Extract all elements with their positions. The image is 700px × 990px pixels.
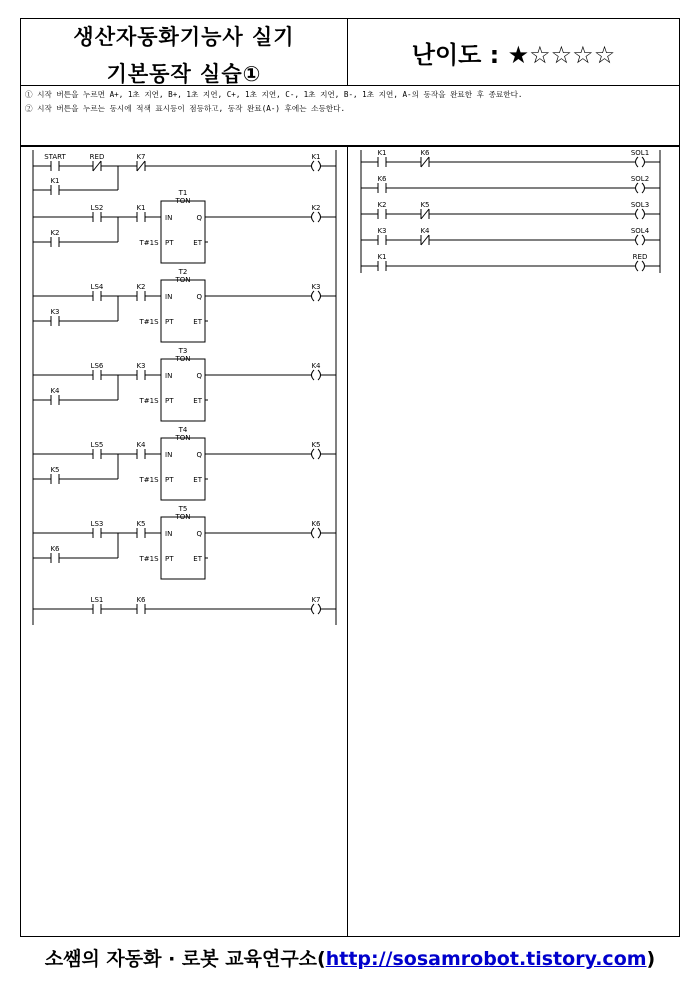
coil-label: K5 [311, 441, 321, 449]
contact-label: RED [89, 153, 105, 161]
contact-slash [93, 161, 101, 171]
coil-arc [318, 449, 321, 459]
contact-label: START [44, 153, 66, 161]
timer-preset: T#1S [139, 318, 159, 326]
timer-block [161, 359, 205, 421]
coil-label: K2 [311, 204, 321, 212]
contact-label: K5 [50, 466, 60, 474]
timer-preset: T#1S [139, 476, 159, 484]
contact-label: K6 [50, 545, 60, 553]
timer-preset: T#1S [139, 397, 159, 405]
timer-type: TON [175, 434, 191, 442]
contact-label: K1 [377, 253, 387, 261]
footer-text: 소쌤의 자동화 · 로봇 교육연구소( [44, 948, 326, 970]
contact-slash [421, 157, 429, 167]
coil-label: K4 [311, 362, 321, 370]
timer-name: T4 [178, 426, 188, 434]
contact-label: K1 [377, 149, 387, 157]
timer-block [161, 517, 205, 579]
footer [0, 944, 700, 971]
coil-arc [318, 291, 321, 301]
coil-arc [312, 212, 315, 222]
timer-q-label: Q [196, 372, 202, 380]
coil-arc [318, 212, 321, 222]
contact-label: K6 [377, 175, 387, 183]
timer-et-label: ET [193, 476, 202, 484]
title-line-2: 기본동작 실습① [106, 62, 262, 86]
coil-arc [636, 261, 639, 271]
timer-q-label: Q [196, 451, 202, 459]
contact-label: K3 [136, 362, 146, 370]
timer-et-label: ET [193, 555, 202, 563]
coil-arc [642, 183, 645, 193]
coil-label: RED [632, 253, 648, 261]
coil-label: K6 [311, 520, 321, 528]
contact-label: K2 [377, 201, 387, 209]
timer-name: T3 [178, 347, 188, 355]
timer-pt-label: PT [165, 476, 174, 484]
contact-slash [421, 235, 429, 245]
coil-label: SOL4 [630, 227, 650, 235]
difficulty-rating: 난이도 : ★☆☆☆☆ [411, 40, 616, 69]
contact-label: K1 [136, 204, 146, 212]
footer-close: ) [646, 948, 656, 970]
contact-slash [421, 209, 429, 219]
coil-label: K3 [311, 283, 321, 291]
coil-arc [312, 449, 315, 459]
timer-type: TON [175, 513, 191, 521]
coil-arc [636, 209, 639, 219]
contact-label: K2 [136, 283, 146, 291]
coil-arc [318, 161, 321, 171]
coil-arc [318, 528, 321, 538]
timer-block [161, 201, 205, 263]
coil-label: SOL2 [630, 175, 650, 183]
coil-arc [636, 183, 639, 193]
timer-in-label: IN [165, 451, 173, 459]
contact-label: K1 [50, 177, 60, 185]
timer-block [161, 438, 205, 500]
contact-label: K6 [136, 596, 146, 604]
coil-arc [312, 161, 315, 171]
coil-label: K7 [311, 596, 321, 604]
coil-arc [636, 235, 639, 245]
timer-type: TON [175, 276, 191, 284]
contact-label: K2 [50, 229, 60, 237]
contact-label: K7 [136, 153, 146, 161]
timer-block [161, 280, 205, 342]
coil-arc [636, 157, 639, 167]
timer-et-label: ET [193, 239, 202, 247]
coil-arc [642, 235, 645, 245]
timer-q-label: Q [196, 293, 202, 301]
timer-type: TON [175, 197, 191, 205]
timer-name: T1 [178, 189, 188, 197]
coil-arc [312, 291, 315, 301]
timer-in-label: IN [165, 530, 173, 538]
contact-label: K4 [136, 441, 146, 449]
coil-label: SOL3 [630, 201, 650, 209]
contact-label: K6 [420, 149, 430, 157]
coil-label: SOL1 [630, 149, 650, 157]
contact-label: K4 [420, 227, 430, 235]
contact-label: K3 [377, 227, 387, 235]
contact-label: K3 [50, 308, 60, 316]
timer-q-label: Q [196, 530, 202, 538]
timer-in-label: IN [165, 214, 173, 222]
timer-pt-label: PT [165, 239, 174, 247]
coil-label: K1 [311, 153, 321, 161]
contact-slash [137, 161, 145, 171]
coil-arc [642, 261, 645, 271]
timer-preset: T#1S [139, 239, 159, 247]
contact-label: LS5 [90, 441, 104, 449]
timer-preset: T#1S [139, 555, 159, 563]
coil-arc [312, 528, 315, 538]
timer-name: T5 [178, 505, 188, 513]
instruction-2: ② 시작 버튼을 누르는 동시에 적색 표시등이 점등하고, 동작 완료(A-) 후에는 소등한다. [25, 104, 346, 113]
contact-label: LS2 [90, 204, 104, 212]
timer-et-label: ET [193, 397, 202, 405]
contact-label: LS4 [90, 283, 104, 291]
timer-pt-label: PT [165, 318, 174, 326]
timer-pt-label: PT [165, 397, 174, 405]
contact-label: LS1 [90, 596, 104, 604]
timer-et-label: ET [193, 318, 202, 326]
timer-type: TON [175, 355, 191, 363]
coil-arc [312, 370, 315, 380]
contact-label: LS3 [90, 520, 104, 528]
title-line-1: 생산자동화기능사 실기 [73, 25, 295, 49]
contact-label: LS6 [90, 362, 104, 370]
coil-arc [642, 209, 645, 219]
coil-arc [642, 157, 645, 167]
timer-in-label: IN [165, 372, 173, 380]
timer-pt-label: PT [165, 555, 174, 563]
contact-label: K4 [50, 387, 60, 395]
instruction-1: ① 시작 버튼을 누르면 A+, 1초 지연, B+, 1초 지연, C+, 1초 지연, C-, 1초 지연, B-, 1초 지연, A-의 동작을 완료한 후 종료한다. [25, 90, 523, 99]
coil-arc [318, 370, 321, 380]
timer-name: T2 [178, 268, 188, 276]
contact-label: K5 [420, 201, 430, 209]
timer-in-label: IN [165, 293, 173, 301]
coil-arc [318, 604, 321, 614]
footer-link[interactable]: http://sosamrobot.tistory.com [325, 948, 647, 970]
coil-arc [312, 604, 315, 614]
timer-q-label: Q [196, 214, 202, 222]
contact-label: K5 [136, 520, 146, 528]
